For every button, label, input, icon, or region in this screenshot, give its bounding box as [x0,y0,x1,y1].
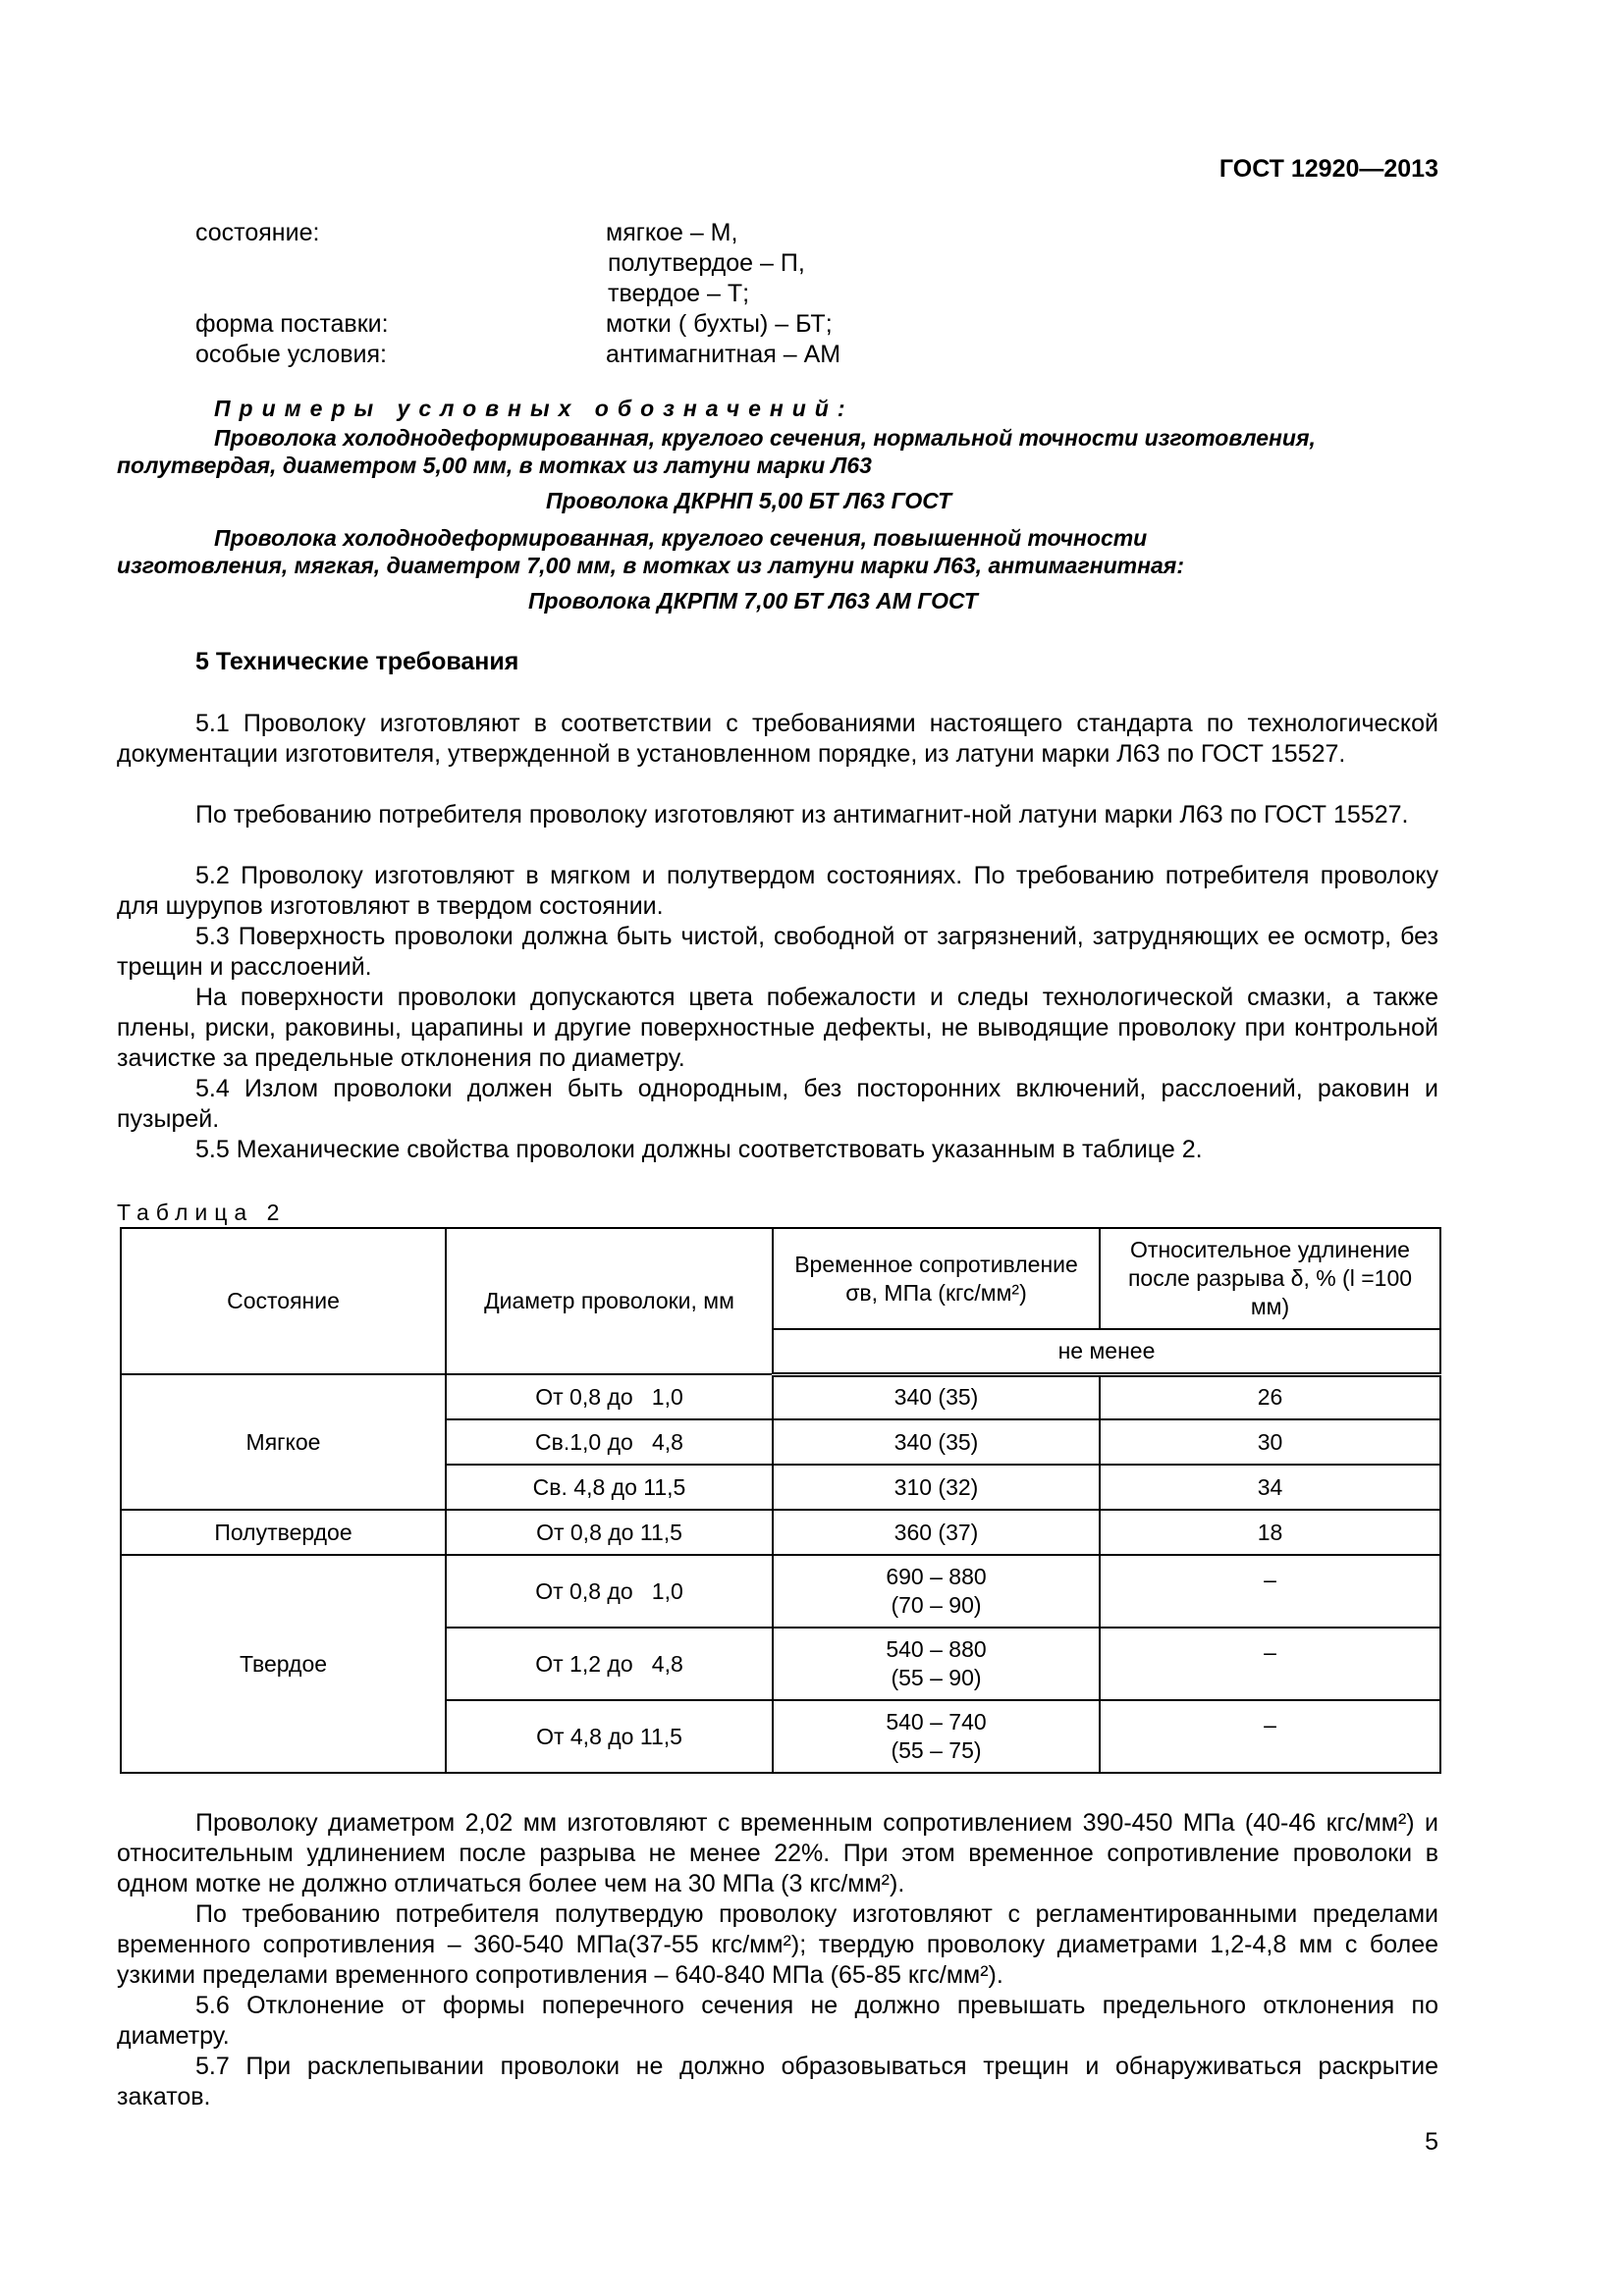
paragraph-5-3: 5.3 Поверхность проволоки должна быть чистой, свободной от загрязнений, затрудняющих ее осмотр, без трещин и расслоений. [117,923,1438,981]
paragraph-5-2: 5.2 Проволоку изготовляют в мягком и полутвердом состояниях. По требованию потребителя проволоку для шурупов изготовляют в твердом состоянии. [117,862,1438,920]
strength-cell: 340 (35) [773,1374,1100,1419]
elongation-cell: 30 [1100,1419,1440,1465]
designation-label: особые условия: [195,341,387,368]
diameter-cell: От 1,2 до 4,8 [446,1628,773,1700]
diameter-cell: Св. 4,8 до 11,5 [446,1465,773,1510]
example-2-line-2: изготовления, мягкая, диаметром 7,00 мм, в мотках из латуни марки Л63, антимагнитная: [117,553,1184,578]
elongation-cell: – [1100,1628,1440,1700]
diameter-cell: От 0,8 до 1,0 [446,1555,773,1628]
document-id: ГОСТ 12920—2013 [1218,155,1438,183]
paragraph-5-3-b: На поверхности проволоки допускаются цвета побежалости и следы технологической смазки, а также плены, риски, раковины, царапины и другие поверхностные дефекты, не выводящие проволоку при контрольной зачистке за предельные отклонения по диаметру. [117,984,1438,1072]
designation-label: состояние: [195,219,320,246]
paragraph-5-5: 5.5 Механические свойства проволоки должны соответствовать указанным в таблице 2. [195,1136,1203,1163]
header-diameter: Диаметр проволоки, мм [446,1228,773,1374]
example-2-line-1: Проволока холоднодеформированная, круглого сечения, повышенной точности [214,525,1148,551]
header-min-note: не менее [773,1329,1440,1374]
paragraph-5-1-b: По требованию потребителя проволоку изготовляют из антимагнит-ной латуни марки Л63 по ГОСТ 15527. [195,801,1409,828]
strength-cell: 340 (35) [773,1419,1100,1465]
strength-cell: 310 (32) [773,1465,1100,1510]
section-title: 5 Технические требования [195,648,519,675]
elongation-cell: 18 [1100,1510,1440,1555]
paragraph-wire-2-02: Проволоку диаметром 2,02 мм изготовляют с временным сопротивлением 390-450 МПа (40-46 кгс/мм²) и относительным удлинением после разрыва не менее 22%. При этом временное сопротивление проволоки в одном мотке не должно отличаться более чем на 30 МПа (3 кгс/мм²). [117,1809,1438,1897]
diameter-cell: От 0,8 до 1,0 [446,1374,773,1419]
example-1-line-1: Проволока холоднодеформированная, круглого сечения, нормальной точности изготовления, [214,425,1316,451]
strength-cell: 360 (37) [773,1510,1100,1555]
elongation-cell: – [1100,1700,1440,1773]
elongation-cell: – [1100,1555,1440,1628]
paragraph-5-4: 5.4 Излом проволоки должен быть однородным, без посторонних включений, расслоений, раковин и пузырей. [117,1075,1438,1133]
state-cell: Полутвердое [121,1510,446,1555]
paragraph-5-7: 5.7 При расклепывании проволоки не должно образовываться трещин и обнаруживаться раскрытие закатов. [117,2053,1438,2110]
designation-value: мягкое – М, [606,219,738,246]
designation-value: твердое – Т; [608,280,750,307]
designation-value: мотки ( бухты) – БТ; [606,310,833,338]
designation-value: полутвердое – П, [608,249,805,277]
diameter-cell: От 4,8 до 11,5 [446,1700,773,1773]
strength-cell: 540 – 880 (55 – 90) [773,1628,1100,1700]
state-cell: Мягкое [121,1374,446,1510]
elongation-cell: 26 [1100,1374,1440,1419]
page-number: 5 [1425,2128,1438,2156]
strength-cell: 540 – 740 (55 – 75) [773,1700,1100,1773]
state-cell: Твердое [121,1555,446,1773]
example-2-code: Проволока ДКРПМ 7,00 БТ Л63 АМ ГОСТ [528,588,978,614]
designation-value: антимагнитная – АМ [606,341,841,368]
header-strength: Временное сопротивление σв, МПа (кгс/мм²) [773,1228,1100,1329]
examples-heading: Примеры условных обозначений: [214,396,854,421]
designation-label: форма поставки: [195,310,389,338]
diameter-cell: Св.1,0 до 4,8 [446,1419,773,1465]
paragraph-5-6: 5.6 Отклонение от формы поперечного сечения не должно превышать предельного отклонения по диаметру. [117,1992,1438,2050]
strength-cell: 690 – 880 (70 – 90) [773,1555,1100,1628]
table-caption: Таблица 2 [117,1200,287,1225]
paragraph-customer-limits: По требованию потребителя полутвердую проволоку изготовляют с регламентированными пределами временного сопротивления – 360-540 МПа(37-55 кгс/мм²); твердую проволоку диаметрами 1,2-4,8 мм с более узкими пределами временного сопротивления – 640-840 МПа (65-85 кгс/мм²). [117,1900,1438,1989]
example-1-line-2: полутвердая, диаметром 5,00 мм, в мотках из латуни марки Л63 [117,453,872,478]
elongation-cell: 34 [1100,1465,1440,1510]
paragraph-5-1: 5.1 Проволоку изготовляют в соответствии с требованиями настоящего стандарта по технологической документации изготовителя, утвержденной в установленном порядке, из латуни марки Л63 по ГОСТ 15527. [117,710,1438,768]
mechanical-properties-table [120,1227,1441,1774]
diameter-cell: От 0,8 до 11,5 [446,1510,773,1555]
header-state: Состояние [121,1228,446,1374]
header-elongation: Относительное удлинение после разрыва δ, % (l =100 мм) [1100,1228,1440,1329]
example-1-code: Проволока ДКРНП 5,00 БТ Л63 ГОСТ [546,488,952,513]
